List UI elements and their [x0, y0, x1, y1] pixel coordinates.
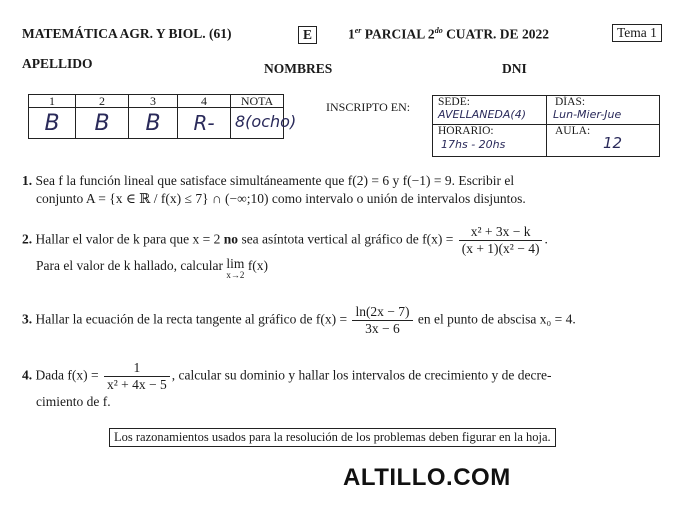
question-2-pre: Hallar el valor de k para que x = 2 — [35, 231, 224, 247]
question-2-post: sea asíntota vertical al gráfico de f(x) = — [238, 231, 457, 247]
grades-table — [28, 94, 297, 139]
question-4-number: 4. — [22, 367, 33, 383]
question-2-line2-pre: Para el valor de k hallado, calcular — [36, 258, 227, 273]
question-3-frac-num: ln(2x − 7) — [352, 304, 412, 321]
question-2-lim-sub: x→2 — [226, 270, 245, 280]
inscripto-vdivider — [546, 96, 547, 156]
dias-label: DÍAS: — [555, 96, 586, 108]
exam-letter: E — [298, 26, 317, 44]
aula-label: AULA: — [555, 125, 591, 137]
nombres-label: NOMBRES — [264, 61, 333, 76]
grade-header-4: 4 — [178, 95, 231, 108]
question-2-frac-den: (x + 1)(x² − 4) — [461, 241, 540, 256]
question-2: 2. Hallar el valor de k para que x = 2 no sea asíntota vertical al gráfico de f(x) = $\frac{\text{x² + 3x − k}}{\text{(x + 1)(x² − 4)}}$ . Para el valor de k hallado, calcular lim x→2 f(x) — [22, 224, 548, 280]
grade-header-2: 2 — [76, 95, 129, 108]
question-4-fraction — [104, 360, 170, 393]
course-title: MATEMÁTICA AGR. Y BIOL. (61) — [22, 26, 232, 41]
aula-value: 12 — [603, 134, 623, 152]
question-2-lim: lim — [226, 256, 245, 271]
nota-handwritten: 8(ocho) — [235, 112, 297, 131]
question-2-fraction — [459, 224, 543, 257]
question-1-line2: conjunto A = {x ∈ ℝ / f(x) ≤ 7} ∩ (−∞;10) como intervalo o unión de intervalos disjuntos. — [36, 191, 526, 206]
horario-label: HORARIO: — [438, 125, 494, 137]
question-1-number: 1. — [22, 173, 33, 188]
question-2-limit — [226, 257, 244, 280]
dias-value: Lun-Mier-Jue — [553, 108, 622, 121]
question-3-post: en el punto de abscisa x₀ = 4. — [414, 311, 576, 327]
grade-value-2: B — [76, 108, 129, 139]
grade-value-nota — [231, 108, 297, 139]
question-2-number: 2. — [22, 231, 33, 247]
grade-header-1: 1 — [29, 95, 76, 108]
horario-value: 17hs - 20hs — [441, 138, 506, 151]
inscripto-box — [432, 95, 660, 157]
question-4-pre: Dada f(x) = — [35, 367, 102, 383]
altillo-watermark: ALTILLO.COM — [343, 464, 511, 491]
question-1-line1: Sea f la función lineal que satisface simultáneamente que f(2) = 6 y f(−1) = 9. Escribir el — [35, 173, 515, 188]
exam-mid: PARCIAL 2 — [361, 26, 435, 42]
question-2-bold: no — [223, 231, 239, 247]
grade-value-1: B — [29, 108, 76, 139]
question-3-fraction — [352, 304, 412, 337]
inscripto-label: INSCRIPTO EN: — [326, 100, 411, 114]
question-4 — [22, 360, 551, 411]
exam-sup2: do — [434, 26, 443, 35]
dni-label: DNI — [502, 61, 527, 76]
sede-label: SEDE: — [438, 96, 470, 108]
question-2-line2-post: f(x) — [244, 258, 269, 273]
question-3-frac-den: 3x − 6 — [365, 321, 400, 336]
question-3-number: 3. — [22, 311, 33, 327]
exam-title — [348, 26, 549, 43]
grade-value-4: R- — [178, 108, 231, 139]
question-4-line2: cimiento de f. — [36, 394, 111, 409]
reasoning-note: Los razonamientos usados para la resolución de los problemas deben figurar en la hoja. — [109, 428, 556, 447]
question-4-frac-num: 1 — [104, 360, 170, 377]
question-4-post: , calcular su dominio y hallar los intervalos de crecimiento y de decre- — [171, 367, 552, 383]
apellido-label: APELLIDO — [22, 56, 93, 71]
grade-header-3: 3 — [129, 95, 178, 108]
grade-header-nota: NOTA — [231, 95, 284, 108]
sede-value: AVELLANEDA(4) — [438, 108, 526, 121]
question-4-frac-den: x² + 4x − 5 — [106, 377, 167, 392]
exam-sup1: er — [354, 26, 362, 35]
tema-box: Tema 1 — [612, 24, 662, 42]
exam-rest: CUATR. DE 2022 — [442, 26, 549, 42]
question-3 — [22, 304, 576, 337]
question-1 — [22, 172, 526, 208]
exam-ord: 1 — [348, 26, 355, 42]
question-3-pre: Hallar la ecuación de la recta tangente al gráfico de f(x) = — [35, 311, 351, 327]
grade-value-3: B — [129, 108, 178, 139]
question-2-frac-num: x² + 3x − k — [459, 224, 543, 241]
